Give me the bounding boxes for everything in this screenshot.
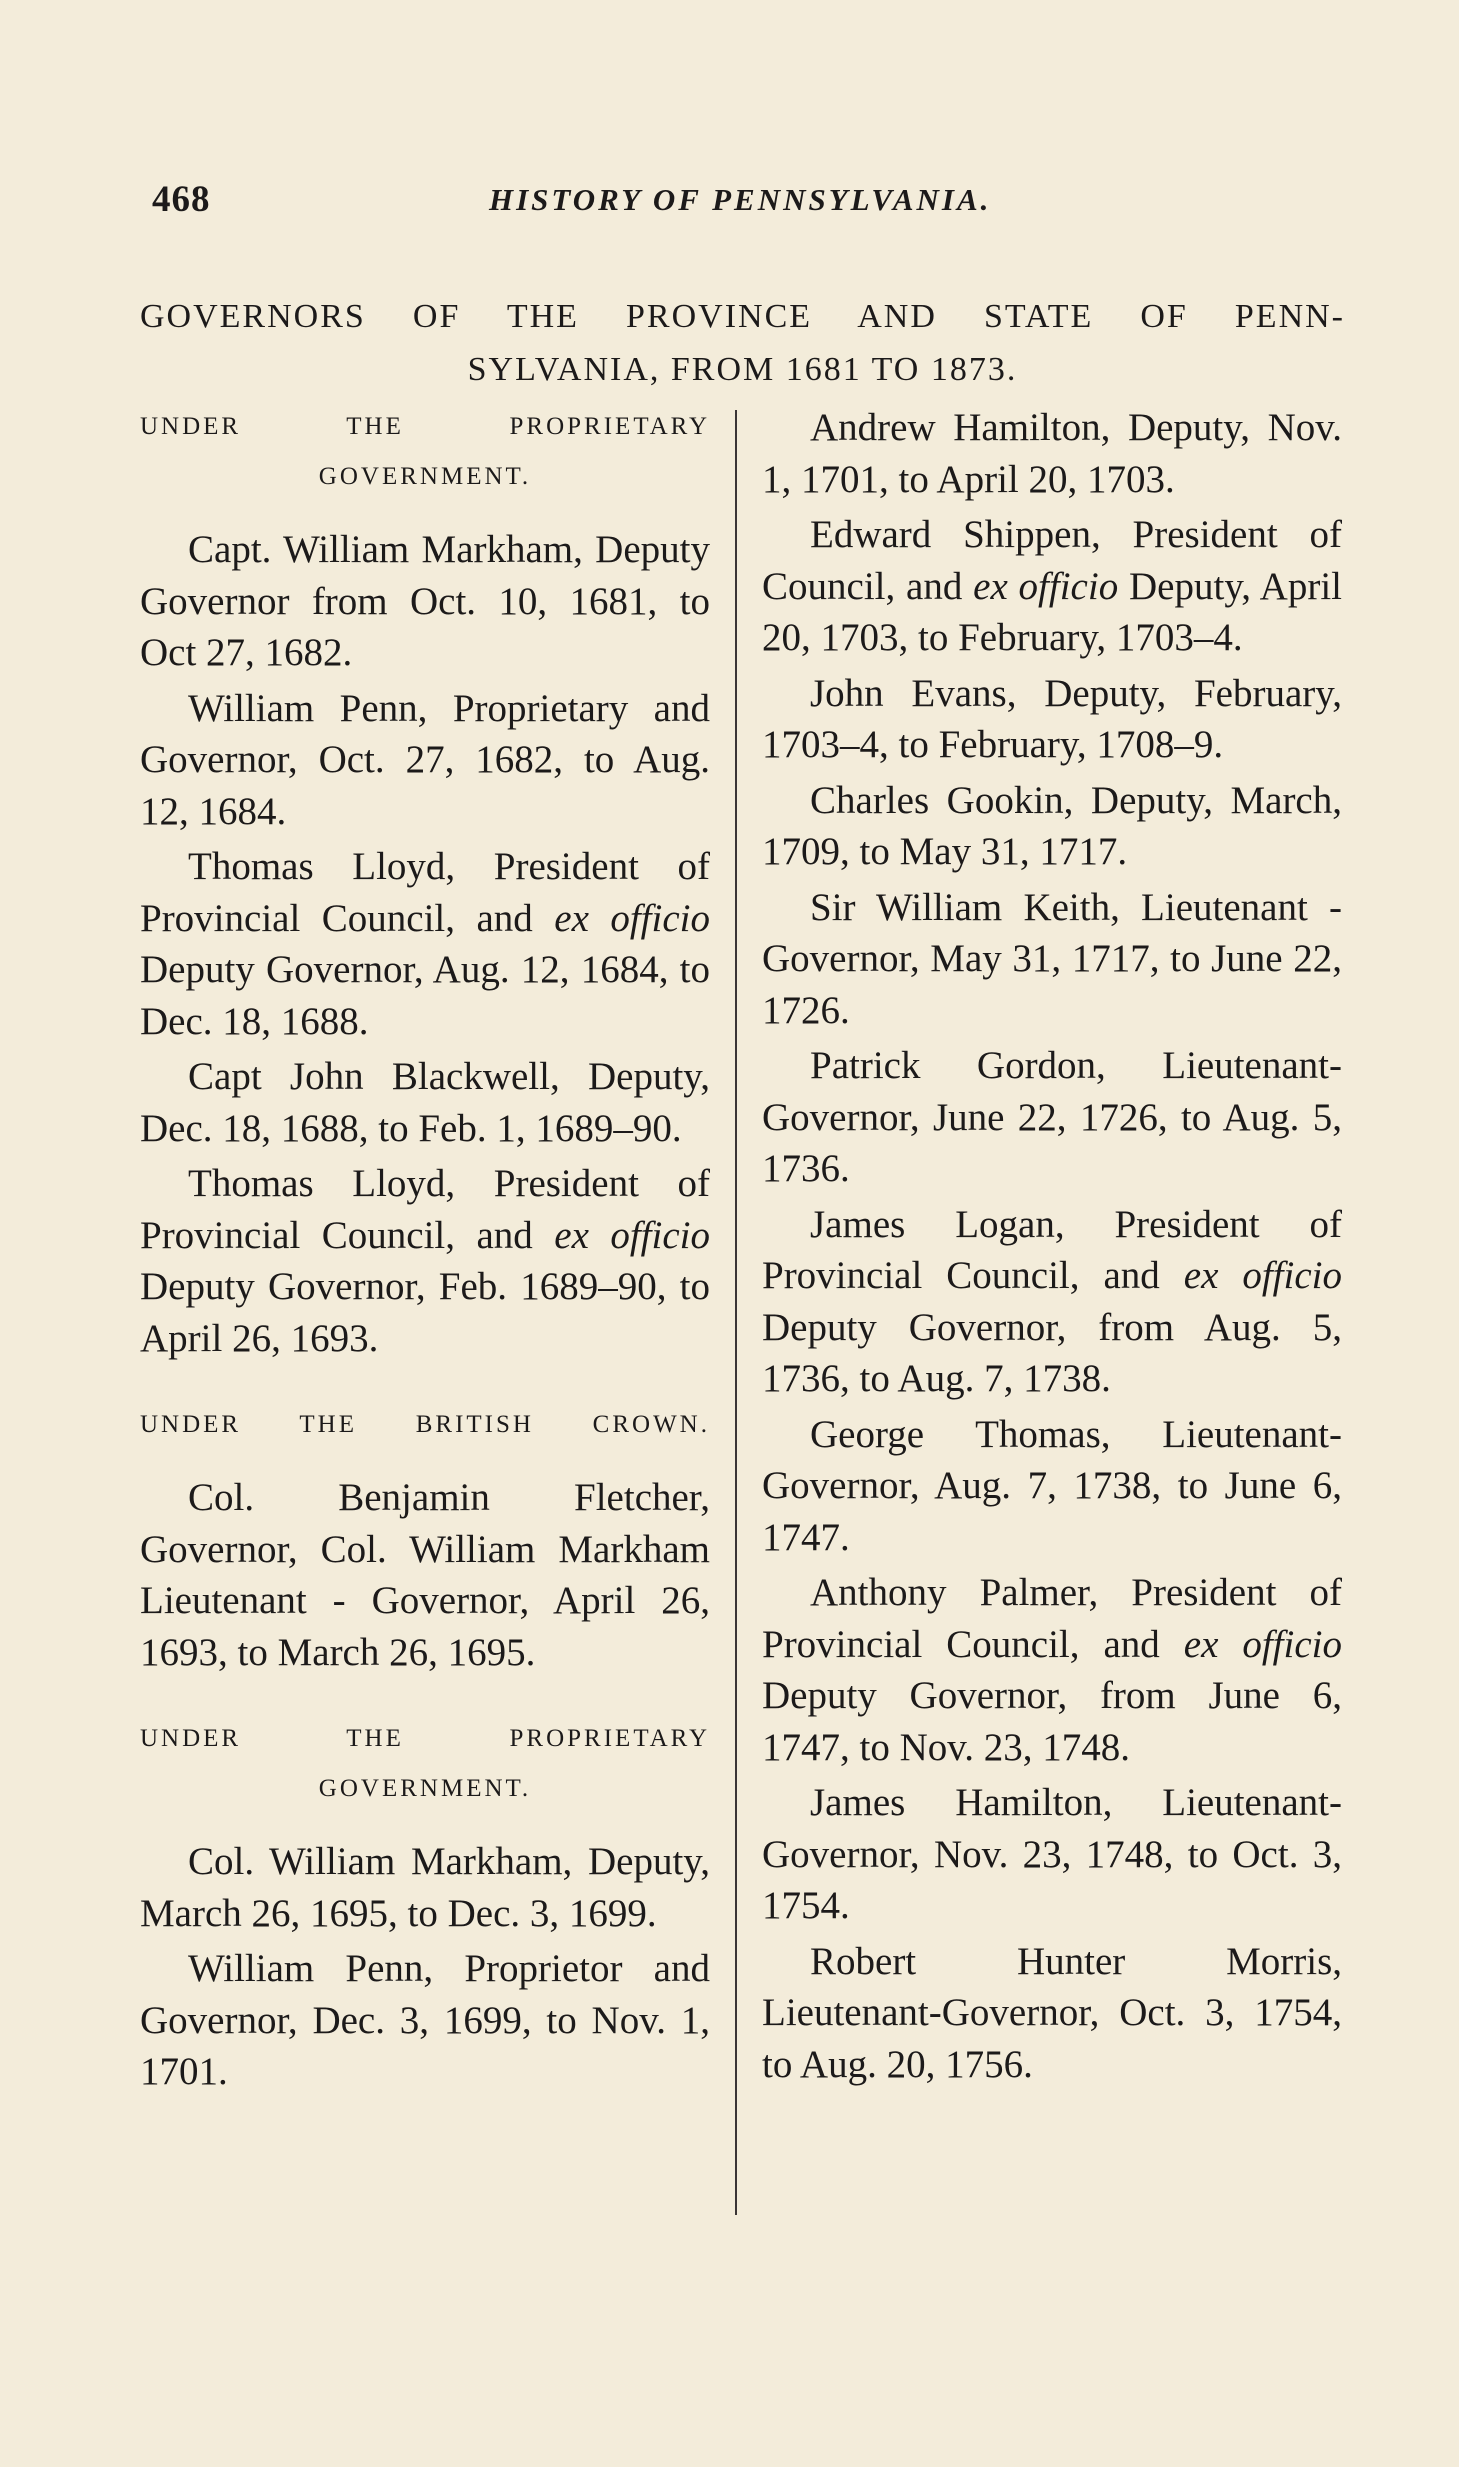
section-heading-proprietary-2 (140, 1714, 710, 1814)
entry-text: Deputy Governor, from Aug. 5, 1736, to Aug. 7, 1738. (762, 1305, 1342, 1400)
section-heading-line-1: UNDER THE BRITISH CROWN. (140, 1411, 710, 1438)
entry-text: Deputy Governor, Feb. 1689–90, to April 26, 1693. (140, 1265, 710, 1360)
entry-text: James Logan, President of Provincial Council, and (762, 1202, 1342, 1297)
entry-text: Edward Shippen, President of Council, and (762, 513, 1342, 608)
entry-logan-1736 (762, 1199, 1342, 1405)
entry-fletcher-1693: Col. Benjamin Fletcher, Governor, Col. William Markham Lieutenant - Governor, April 26, 1693, to March 26, 1695. (140, 1476, 710, 1674)
entry-penn-1699: William Penn, Proprietor and Governor, Dec. 3, 1699, to Nov. 1, 1701. (140, 1947, 710, 2093)
entry-italic: ex officio (554, 896, 711, 940)
section-heading-line-1: UNDER THE PROPRIETARY (140, 1725, 710, 1752)
entry-shippen-1703 (762, 509, 1342, 664)
column-divider (735, 410, 737, 2215)
entry-penn-1682: William Penn, Proprietary and Governor, Oct. 27, 1682, to Aug. 12, 1684. (140, 686, 710, 833)
chapter-title (140, 290, 1345, 396)
section-heading-proprietary-1 (140, 402, 710, 502)
entry-text: Thomas Lloyd, President of Provincial Council, and (140, 1162, 710, 1257)
entry-italic: ex officio (554, 1213, 711, 1257)
left-column (140, 402, 710, 2102)
running-head (152, 178, 1352, 228)
entry-markham-1681: Capt. William Markham, Deputy Governor from Oct. 10, 1681, to Oct 27, 1682. (140, 528, 710, 674)
entry-thomas-1738: George Thomas, Lieutenant-Governor, Aug. 7, 1738, to June 6, 1747. (762, 1412, 1342, 1559)
entry-hamilton-1748: James Hamilton, Lieutenant-Governor, Nov. 23, 1748, to Oct. 3, 1754. (762, 1781, 1342, 1927)
entry-lloyd-1689 (140, 1158, 710, 1364)
page-number: 468 (152, 179, 211, 220)
entry-text: Deputy, April 20, 1703, to February, 1703–4. (762, 564, 1342, 659)
entry-palmer-1747 (762, 1567, 1342, 1773)
entry-evans-1704: John Evans, Deputy, February, 1703–4, to February, 1708–9. (762, 671, 1342, 766)
running-title: HISTORY OF PENNSYLVANIA. (489, 182, 992, 217)
entry-text: Deputy Governor, Aug. 12, 1684, to Dec. 18, 1688. (140, 948, 710, 1043)
entry-keith-1717: Sir William Keith, Lieutenant - Governor, May 31, 1717, to June 22, 1726. (762, 885, 1342, 1032)
right-column (762, 402, 1342, 2094)
entry-lloyd-1684 (140, 841, 710, 1047)
chapter-title-line-2: SYLVANIA, FROM 1681 TO 1873. (467, 351, 1018, 388)
entry-gookin-1709: Charles Gookin, Deputy, March, 1709, to May 31, 1717. (762, 778, 1342, 873)
section-heading-line-2: GOVERNMENT. (318, 463, 532, 490)
chapter-title-line-1: GOVERNORS OF THE PROVINCE AND STATE OF PENN- (140, 298, 1345, 335)
entry-hamilton-1701: Andrew Hamilton, Deputy, Nov. 1, 1701, to April 20, 1703. (762, 406, 1342, 501)
section-heading-line-2: GOVERNMENT. (318, 1775, 532, 1802)
entry-italic: ex officio (973, 564, 1119, 608)
section-heading-british-crown (140, 1400, 710, 1450)
entry-markham-1695: Col. William Markham, Deputy, March 26, 1695, to Dec. 3, 1699. (140, 1840, 710, 1935)
entry-blackwell-1688: Capt John Blackwell, Deputy, Dec. 18, 1688, to Feb. 1, 1689–90. (140, 1055, 710, 1150)
entry-text: Anthony Palmer, President of Provincial Council, and (762, 1571, 1342, 1666)
entry-morris-1754: Robert Hunter Morris, Lieutenant-Governor, Oct. 3, 1754, to Aug. 20, 1756. (762, 1939, 1342, 2086)
entry-text: Deputy Governor, from June 6, 1747, to Nov. 23, 1748. (762, 1674, 1342, 1769)
entry-gordon-1726: Patrick Gordon, Lieutenant-Governor, June 22, 1726, to Aug. 5, 1736. (762, 1044, 1342, 1190)
entry-text: Thomas Lloyd, President of Provincial Council, and (140, 845, 710, 940)
entry-italic: ex officio (1183, 1622, 1343, 1666)
entry-italic: ex officio (1183, 1254, 1343, 1297)
section-heading-line-1: UNDER THE PROPRIETARY (140, 413, 710, 440)
